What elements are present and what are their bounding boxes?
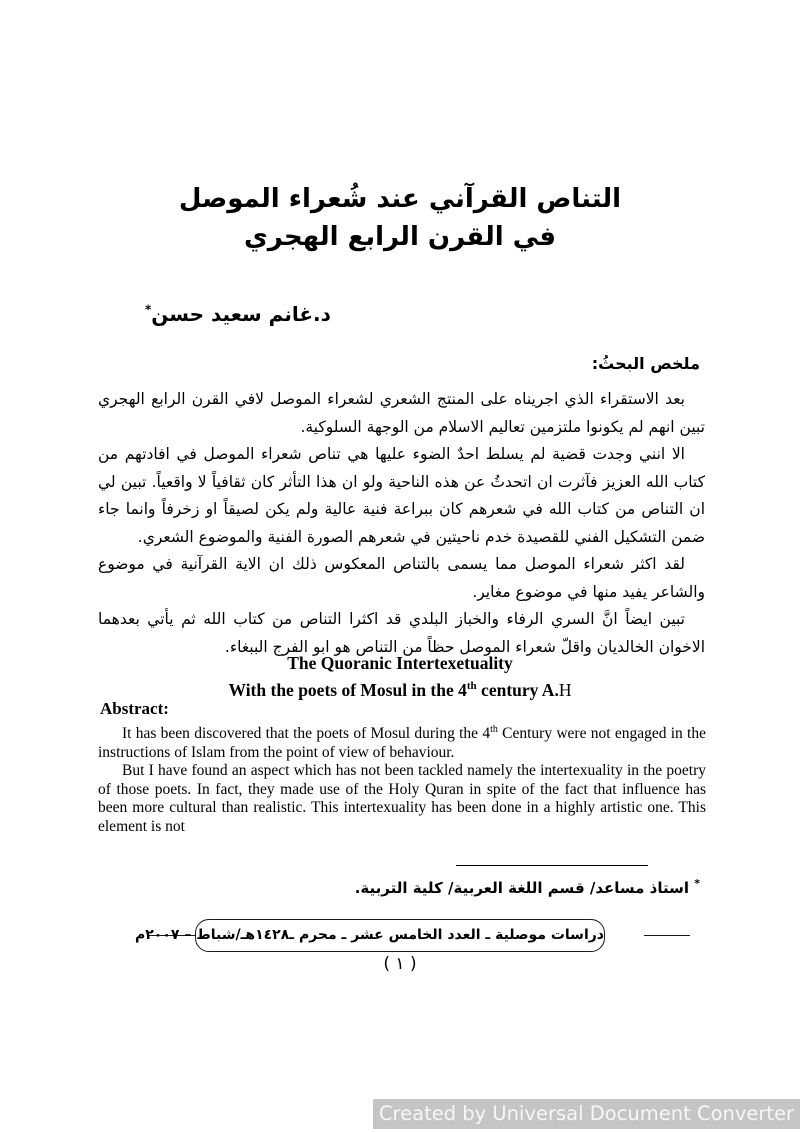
english-paragraph-1-text: It has been discovered that the poets of Mosul during the 4 (122, 725, 491, 743)
english-paragraph-1-text-b: Century were not engaged in the instructions of Islam from the point of view of behaviour. (98, 725, 706, 761)
footnote-separator-rule (456, 865, 648, 866)
english-title-ordinal-sup: th (466, 680, 477, 692)
english-paragraph-1 (98, 721, 706, 762)
footer-rule-right (644, 935, 690, 936)
footnote-text: استاذ مساعد/ قسم اللغة العربية/ كلية التربية. (354, 879, 695, 897)
english-title-line2 (0, 675, 800, 702)
page-number: ( ١ ) (383, 954, 417, 974)
english-paragraph-1-sup: th (490, 724, 498, 735)
arabic-paragraph-4: تبين ايضاً انَّ السري الرفاء والخباز البلدي قد اكثرا التناص من كتاب الله ثم يأتي بعدهما الاخوان الخالديان واقلّ شعراء الموصل حظاً من التناص هو ابو الفرج الببغاء. (98, 610, 705, 656)
english-title-line1: The Quoranic Intertexetuality (287, 653, 513, 673)
author-name-text: د.غانم سعيد حسن (151, 302, 331, 326)
page-title-line1: التناص القرآني عند شُعراء الموصل (178, 184, 622, 214)
watermark-banner: Created by Universal Document Converter (373, 1099, 800, 1129)
footnote (355, 877, 700, 897)
english-paragraph-2: But I have found an aspect which has not been tackled namely the intertexuality in the poetry of those poets. In fact, they made use of the Holy Quran in spite of the fact that influence has been more cultural than realistic. This intertexuality has been done in a highly artistic one. This element is not (98, 762, 706, 835)
page-title-line2: في القرن الرابع الهجري (243, 222, 557, 252)
journal-footer: دراسات موصلية ـ العدد الخامس عشر ـ محرم ـ١٤٢٨هـ/شباط – ٢٠٠٧م (195, 919, 605, 952)
english-title (0, 652, 800, 702)
author-name (145, 302, 331, 326)
summary-heading: ملخص البحثُ: (591, 354, 700, 373)
footnote-mark: * (694, 877, 700, 890)
english-title-h: H (558, 679, 572, 700)
english-abstract (98, 721, 706, 836)
arabic-abstract (98, 386, 705, 661)
arabic-paragraph-2: الا انني وجدت قضية لم يسلط احدٌ الضوء عليها هي تناص شعراء الموصل في افادتهم من كتاب الله العزيز فآثرت ان اتحدثُ عن هذه الناحية ولو ان هذا التأثر كان ثقافياً لا واقعياً. تبين لي ان التناص من كتاب الله في شعرهم كان ببراعة فنية عالية ولم يكن لصيقاً او زخرفاً وانما جاء ضمن التشكيل الفني للقصيدة خدم ناحيتين في شعرهم الصورة الفنية والموضوع الشعري. (98, 445, 705, 546)
author-footnote-mark: * (145, 302, 152, 317)
english-title-line2-text: With the poets of Mosul in the 4 (228, 679, 467, 700)
abstract-heading: Abstract: (100, 699, 169, 718)
english-title-line2-text-b: century A. (476, 679, 559, 700)
arabic-paragraph-1: بعد الاستقراء الذي اجريناه على المنتج الشعري لشعراء الموصل لافي القرن الرابع الهجري تبين انهم لم يكونوا ملتزمين تعاليم الاسلام من الوجهة السلوكية. (98, 390, 705, 436)
arabic-paragraph-3: لقد اكثر شعراء الموصل مما يسمى بالتناص المعكوس ذلك ان الاية القرآنية في موضوع والشاعر يفيد منها في موضوع مغاير. (98, 555, 705, 601)
page-title (0, 180, 800, 256)
